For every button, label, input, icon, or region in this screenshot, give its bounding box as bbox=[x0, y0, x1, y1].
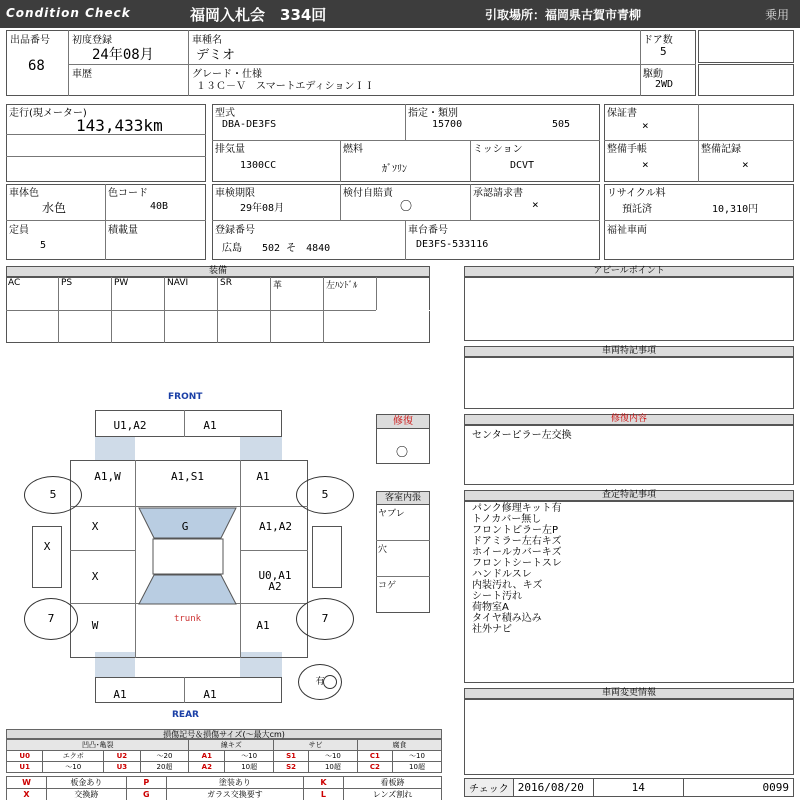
load-label: 積載量 bbox=[108, 225, 138, 236]
legend-title: 損傷記号＆損傷サイズ(～最大cm) bbox=[6, 729, 442, 739]
repair-details-text: センターピラー左交換 bbox=[472, 430, 572, 441]
legend-code: S1 bbox=[274, 751, 309, 762]
equip-ac: AC bbox=[8, 278, 21, 288]
repair-title: 修復 bbox=[376, 414, 430, 429]
mark-rear-left-quarter: W bbox=[91, 619, 99, 632]
legend-code: X bbox=[7, 789, 47, 800]
wheel-front-right: 5 bbox=[296, 476, 354, 514]
legend-desc: 10超 bbox=[392, 762, 441, 773]
check-row bbox=[464, 778, 794, 797]
chassis-value: DE3FS-533116 bbox=[416, 239, 489, 250]
plate-value: 広島 502 そ 4840 bbox=[222, 243, 331, 254]
mark-rear-bumper-right: A1 bbox=[203, 688, 217, 701]
mark-front-bumper-left: U1,A2 bbox=[113, 419, 147, 432]
trunk-label: trunk bbox=[173, 614, 202, 624]
check-date: 2016/08/20 bbox=[513, 779, 593, 797]
note-line: ドアミラー左右キズ bbox=[472, 536, 562, 547]
rear-label: REAR bbox=[172, 710, 199, 720]
fuel-value: ｶﾞｿﾘﾝ bbox=[382, 164, 407, 175]
mileage-value: 143,433km bbox=[76, 116, 163, 135]
category-label: 乗用 bbox=[765, 8, 790, 22]
condition-check-title: Condition Check bbox=[6, 6, 131, 20]
mark-front-right-fender: A1 bbox=[256, 470, 270, 483]
mark-front-right-door: A1,A2 bbox=[258, 520, 293, 533]
legend-code: C2 bbox=[357, 762, 392, 773]
legend-code: U0 bbox=[7, 751, 43, 762]
equip-left-handle: 左ﾊﾝﾄﾞﾙ bbox=[326, 281, 358, 291]
welfare-label: 福祉車両 bbox=[607, 225, 647, 236]
mark-rear-right-door: U0,A1 A2 bbox=[258, 569, 292, 593]
recycle-fee: 10,310円 bbox=[712, 204, 759, 215]
body-color-value: 水色 bbox=[42, 201, 67, 215]
interior-hole: 穴 bbox=[378, 545, 388, 555]
interior-burn: コゲ bbox=[378, 581, 397, 591]
first-reg-value: 24年08月 bbox=[92, 47, 154, 63]
recycle-label: リサイクル料 bbox=[607, 188, 666, 199]
history-label: 車歴 bbox=[72, 69, 92, 80]
damage-legend bbox=[6, 729, 442, 800]
spare-tire: 有 bbox=[298, 664, 342, 700]
legend-desc: ～10 bbox=[392, 751, 441, 762]
capacity-value: 5 bbox=[40, 240, 47, 251]
displacement-value: 1300CC bbox=[240, 160, 277, 171]
legend-code: A2 bbox=[189, 762, 225, 773]
approval-label: 承認請求書 bbox=[473, 188, 523, 199]
doors-label: ドア数 bbox=[643, 35, 673, 46]
mark-left-side: X bbox=[43, 540, 51, 553]
warranty-value: × bbox=[642, 119, 649, 132]
legend-code: G bbox=[126, 789, 166, 800]
check-count: 14 bbox=[593, 779, 683, 797]
lot-number: 68 bbox=[28, 58, 45, 74]
color-code-value: 40B bbox=[150, 201, 169, 212]
legend-desc: ガラス交換要す bbox=[166, 789, 303, 800]
legend-code: P bbox=[126, 777, 166, 789]
legend-code: K bbox=[303, 777, 343, 789]
mark-front-left-fender: A1,W bbox=[94, 470, 121, 483]
legend-group-rust: サビ bbox=[274, 740, 358, 751]
body-color-label: 車体色 bbox=[9, 188, 39, 199]
classification-value: 505 bbox=[552, 119, 571, 130]
repair-value: 〇 bbox=[396, 445, 409, 459]
note-line: ホイールカバーキズ bbox=[472, 547, 562, 558]
legend-desc: 10超 bbox=[308, 762, 357, 773]
note-line: ハンドルスレ bbox=[472, 569, 532, 580]
model-label: 型式 bbox=[215, 108, 235, 119]
mileage-label: 走行(現メーター) bbox=[9, 108, 87, 119]
legend-desc: レンズ割れ bbox=[343, 789, 441, 800]
note-line: フロントシートスレ bbox=[472, 558, 562, 569]
doors-value: 5 bbox=[660, 45, 667, 58]
mark-front-bumper-right: A1 bbox=[203, 419, 217, 432]
capacity-label: 定員 bbox=[9, 225, 29, 236]
grade-label: グレード・仕様 bbox=[192, 69, 262, 80]
legend-desc: 10超 bbox=[225, 762, 274, 773]
auction-title: 福岡入札会 334回 bbox=[190, 6, 327, 24]
header-bar bbox=[0, 0, 800, 28]
legend-desc: 看板跡 bbox=[343, 777, 441, 789]
fuel-label: 燃料 bbox=[343, 144, 363, 155]
note-line: タイヤ積み込み bbox=[472, 613, 542, 624]
legend-code: U3 bbox=[104, 762, 140, 773]
legend-group-dent: 凹凸･亀裂 bbox=[7, 740, 189, 751]
legend-code: W bbox=[7, 777, 47, 789]
maintenance-record-value: × bbox=[742, 158, 749, 171]
mark-rear-left-door: X bbox=[91, 570, 99, 583]
pickup-location: 引取場所：福岡県古賀市青柳 bbox=[485, 8, 642, 22]
inspection-notes-list bbox=[472, 503, 562, 635]
legend-group-corrosion: 腐食 bbox=[357, 740, 441, 751]
maintenance-manual-value: × bbox=[642, 158, 649, 171]
plate-label: 登録番号 bbox=[215, 225, 255, 236]
special-title: 車両特記事項 bbox=[464, 346, 794, 357]
note-line: 荷物室A bbox=[472, 602, 509, 613]
car-name-label: 車種名 bbox=[192, 35, 222, 46]
front-label: FRONT bbox=[168, 392, 203, 402]
changes-title: 車両変更情報 bbox=[464, 688, 794, 699]
legend-desc: ～10 bbox=[43, 762, 104, 773]
legend-desc: 塗装あり bbox=[166, 777, 303, 789]
designation-value: 15700 bbox=[432, 119, 463, 130]
equip-navi: NAVI bbox=[167, 278, 189, 288]
grade-value: １３Ｃ－Ｖ スマートエディションＩＩ bbox=[196, 81, 375, 92]
insurance-label: 検付自賠責 bbox=[343, 188, 393, 199]
mark-rear-right-quarter: A1 bbox=[256, 619, 270, 632]
legend-code: S2 bbox=[274, 762, 309, 773]
wheel-rear-left: 7 bbox=[24, 598, 78, 640]
inspection-notes-title: 査定特記事項 bbox=[464, 490, 794, 501]
mark-rear-bumper-left: A1 bbox=[113, 688, 127, 701]
drive-value: 2WD bbox=[655, 79, 674, 90]
legend-desc: 交換跡 bbox=[47, 789, 127, 800]
check-label: チェック bbox=[465, 779, 514, 797]
legend-desc: ～20 bbox=[140, 751, 189, 762]
mark-roof: G bbox=[181, 520, 189, 533]
note-line: 内装汚れ、キズ bbox=[472, 580, 543, 591]
designation-label: 指定・類別 bbox=[408, 108, 458, 119]
displacement-label: 排気量 bbox=[215, 144, 245, 155]
interior-tear: ヤブレ bbox=[378, 509, 405, 519]
note-line: トノカバー無し bbox=[472, 514, 542, 525]
wheel-rear-right: 7 bbox=[296, 598, 354, 640]
legend-code: U2 bbox=[104, 751, 140, 762]
legend-code: A1 bbox=[189, 751, 225, 762]
legend-desc: ～10 bbox=[225, 751, 274, 762]
wheel-front-left: 5 bbox=[24, 476, 82, 514]
legend-desc: ～10 bbox=[308, 751, 357, 762]
maintenance-manual-label: 整備手帳 bbox=[607, 144, 647, 155]
warranty-label: 保証書 bbox=[607, 108, 637, 119]
right-side-panel bbox=[312, 526, 342, 588]
color-code-label: 色コード bbox=[108, 188, 148, 199]
drive-label: 駆動 bbox=[643, 69, 663, 80]
repair-details-title: 修復内容 bbox=[464, 414, 794, 425]
legend-code: C1 bbox=[357, 751, 392, 762]
interior-title: 客室内張 bbox=[376, 491, 430, 505]
mark-hood: A1,S1 bbox=[170, 470, 205, 483]
equip-leather: 革 bbox=[273, 281, 283, 291]
inspection-label: 車検期限 bbox=[215, 188, 255, 199]
equip-pw: PW bbox=[114, 278, 129, 288]
appeal-title: アピールポイント bbox=[464, 266, 794, 277]
changes-box bbox=[464, 699, 794, 775]
inspection-value: 29年08月 bbox=[240, 203, 285, 214]
blank-box-2 bbox=[698, 64, 794, 96]
car-name-value: デミオ bbox=[196, 48, 236, 63]
mission-value: DCVT bbox=[510, 160, 535, 171]
blank-box-1 bbox=[698, 30, 794, 63]
mission-label: ミッション bbox=[473, 144, 523, 155]
legend-desc: 20超 bbox=[140, 762, 189, 773]
equipment-title: 装備 bbox=[6, 266, 430, 277]
legend-desc: エクボ bbox=[43, 751, 104, 762]
legend-desc: 板金あり bbox=[47, 777, 127, 789]
chassis-label: 車台番号 bbox=[408, 225, 448, 236]
legend-code: L bbox=[303, 789, 343, 800]
approval-value: × bbox=[532, 198, 539, 211]
maintenance-record-label: 整備記録 bbox=[701, 144, 741, 155]
note-line: パンク修理キット有 bbox=[472, 503, 562, 514]
equip-sr: SR bbox=[220, 278, 232, 288]
equip-ps: PS bbox=[61, 278, 73, 288]
appeal-box bbox=[464, 277, 794, 341]
special-box bbox=[464, 357, 794, 409]
legend-group-scratch: 線キズ bbox=[189, 740, 274, 751]
legend-code: U1 bbox=[7, 762, 43, 773]
note-line: フロントピラー左P bbox=[472, 525, 559, 536]
note-line: 社外ナビ bbox=[472, 624, 512, 635]
check-number: 0099 bbox=[683, 779, 793, 797]
note-line: シート汚れ bbox=[472, 591, 522, 602]
insurance-value: 〇 bbox=[400, 199, 413, 213]
left-side-panel bbox=[32, 526, 62, 588]
model-value: DBA-DE3FS bbox=[222, 119, 277, 130]
lot-label: 出品番号 bbox=[10, 35, 50, 46]
first-reg-label: 初度登録 bbox=[72, 35, 112, 46]
recycle-status: 預託済 bbox=[622, 204, 652, 215]
mark-front-left-door: X bbox=[91, 520, 99, 533]
